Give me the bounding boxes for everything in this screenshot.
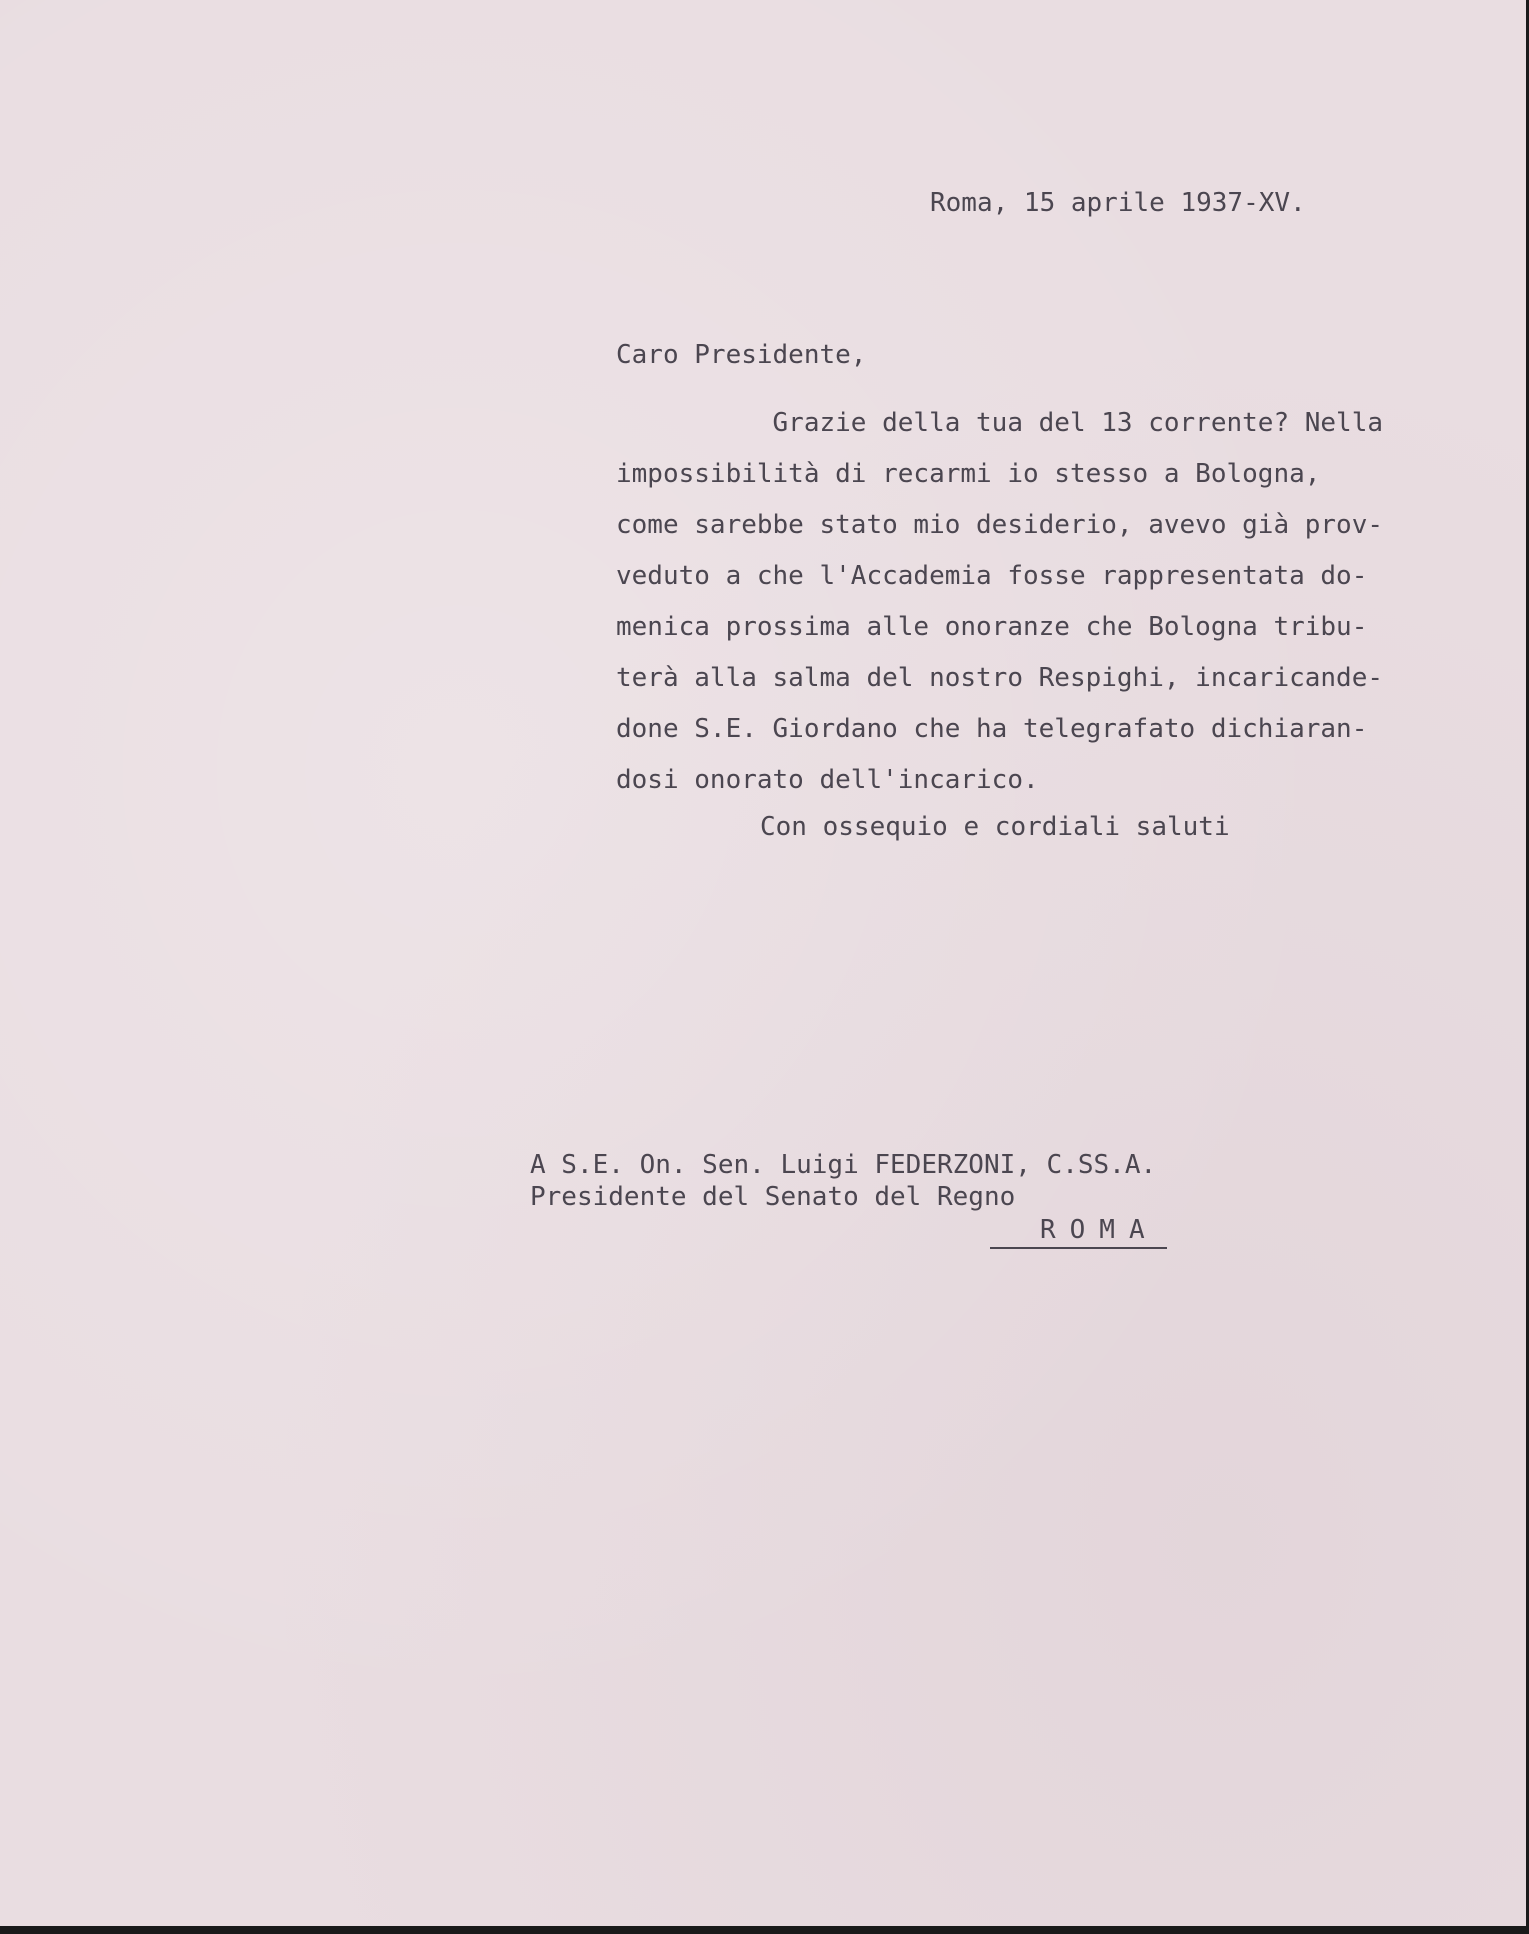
body-line: veduto a che l'Accademia fosse rappresentata do- — [616, 561, 1368, 591]
address-city: ROMA — [990, 1215, 1167, 1249]
body-line: come sarebbe stato mio desiderio, avevo già prov- — [616, 510, 1384, 540]
letter-closing: Con ossequio e cordiali saluti — [760, 812, 1230, 842]
body-line: menica prossima alle onoranze che Bologna tribu- — [616, 612, 1368, 642]
body-line: dosi onorato dell'incarico. — [616, 765, 1039, 795]
body-line: impossibilità di recarmi io stesso a Bologna, — [616, 459, 1321, 489]
address-line: A S.E. On. Sen. Luigi FEDERZONI, C.SS.A. — [530, 1150, 1157, 1180]
address-line: Presidente del Senato del Regno — [530, 1182, 1016, 1212]
body-line: terà alla salma del nostro Respighi, incaricande- — [616, 663, 1384, 693]
letter-salutation: Caro Presidente, — [616, 340, 867, 370]
letter-date: Roma, 15 aprile 1937-XV. — [930, 188, 1306, 218]
body-line: Grazie della tua del 13 corrente? Nella — [616, 408, 1384, 438]
body-line: done S.E. Giordano che ha telegrafato dichiaran- — [616, 714, 1368, 744]
